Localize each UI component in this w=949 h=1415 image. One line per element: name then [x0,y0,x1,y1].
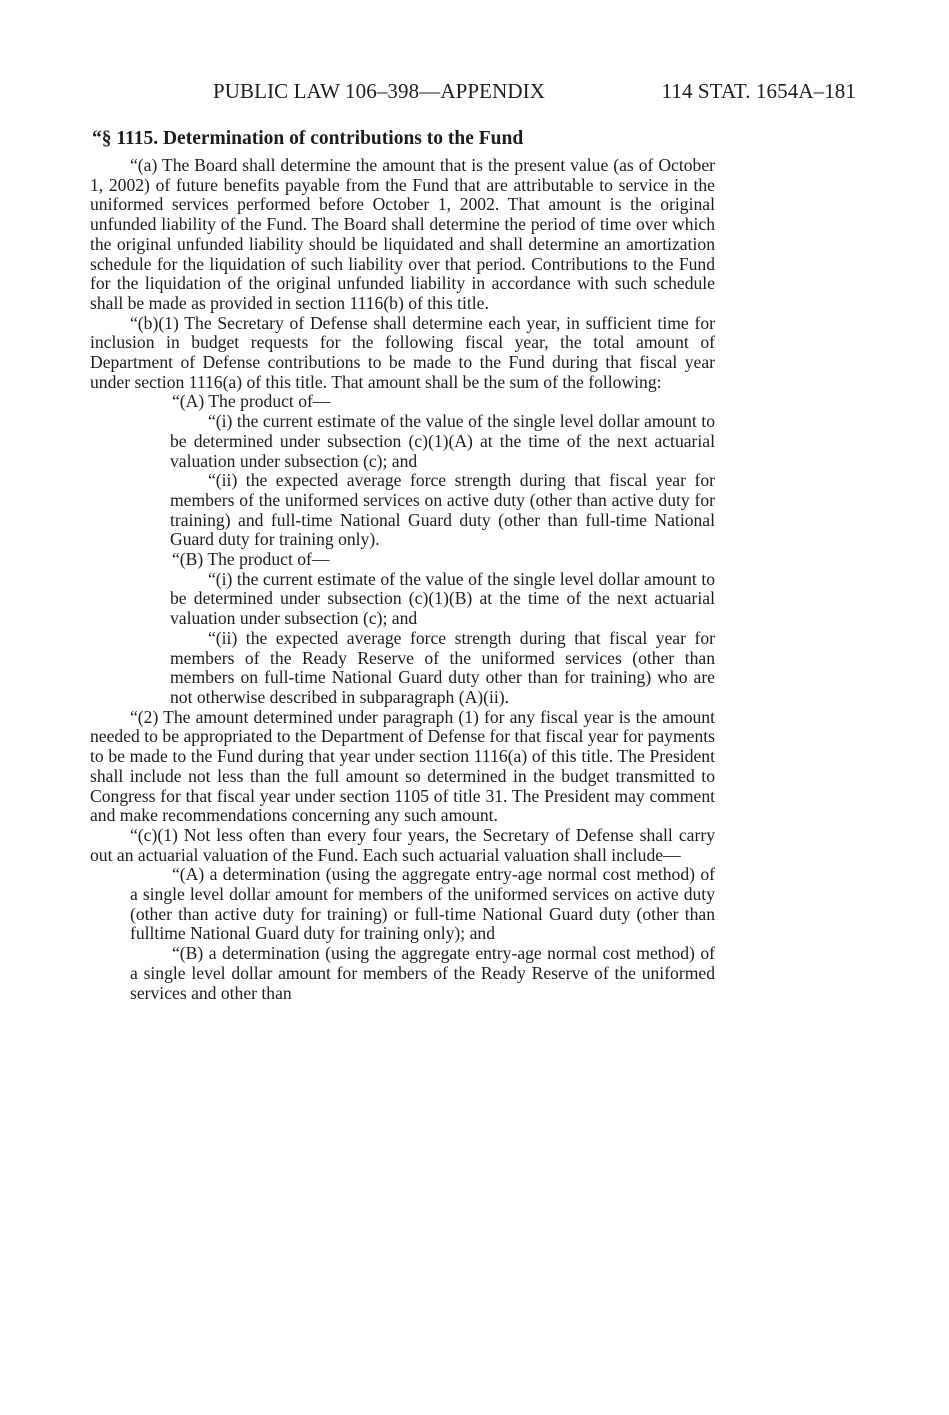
clause-b1-a-i: “(i) the current estimate of the value of the single level dollar amount to be determined under subsection (c)(1)(A) at the time of the next actuarial valuation under subsection (c); and [170,411,715,471]
subparagraph-b1-a: “(A) The product of— [172,391,331,412]
paragraph-c1: “(c)(1) Not less often than every four years, the Secretary of Defense shall carry out an actuarial valuation of the Fund. Each such actuarial valuation shall include— [90,824,715,865]
subparagraph-c1-b: “(B) a determination (using the aggregate entry-age normal cost method) of a single level dollar amount for members of the Ready Reserve of the uniformed services and other than [130,943,715,1003]
clause-b1-b-ii: “(ii) the expected average force strength during that fiscal year for members of the Ready Reserve of the uniformed services (other than members on full-time National Guard duty other than for training) who are not otherwise described in subparagraph (A)(ii). [170,627,715,707]
paragraph-b1: “(b)(1) The Secretary of Defense shall determine each year, in sufficient time for inclusion in budget requests for the following fiscal year, the total amount of Department of Defense contributions to be made to the Fund during that fiscal year under section 1116(a) of this title. That amount shall be the sum of the following: [90,312,715,392]
subparagraph-c1-a: “(A) a determination (using the aggregate entry-age normal cost method) of a single level dollar amount for members of the uniformed services on active duty (other than active duty for training) or full-time National Guard duty (other than fulltime National Guard duty for training only); and [130,864,715,944]
running-head [213,76,856,106]
law-title: PUBLIC LAW 106–398—APPENDIX [213,79,545,103]
clause-b1-b-i: “(i) the current estimate of the value of the single level dollar amount to be determined under subsection (c)(1)(B) at the time of the next actuarial valuation under subsection (c); and [170,568,715,629]
paragraph-b2: “(2) The amount determined under paragraph (1) for any fiscal year is the amount needed to be appropriated to the Department of Defense for that fiscal year for payments to be made to the Fund during that year under section 1116(a) of this title. The President shall include not less than the full amount so determined in the budget transmitted to Congress for that fiscal year under section 1105 of title 31. The President may comment and make recommendations concerning any such amount. [90,706,715,826]
stat-citation: 114 STAT. 1654A–181 [661,79,856,103]
subparagraph-b1-b: “(B) The product of— [172,549,330,570]
section-heading: “§ 1115. Determination of contributions to the Fund [92,128,524,149]
paragraph-a: “(a) The Board shall determine the amount that is the present value (as of October 1, 2002) of future benefits payable from the Fund that are attributable to service in the uniformed services performed before October 1, 2002. That amount is the original unfunded liability of the Fund. The Board shall determine the period of time over which the original unfunded liability should be liquidated and shall determine an amortization schedule for the liquidation of such liability over that period. Contributions to the Fund for the liquidation of the original unfunded liability in accordance with such schedule shall be made as provided in section 1116(b) of this title. [90,155,715,313]
body-text [90,156,715,1003]
clause-b1-a-ii: “(ii) the expected average force strength during that fiscal year for members of the uniformed services on active duty (other than active duty for training) and full-time National Guard duty (other than full-time National Guard duty for training only). [170,470,715,550]
